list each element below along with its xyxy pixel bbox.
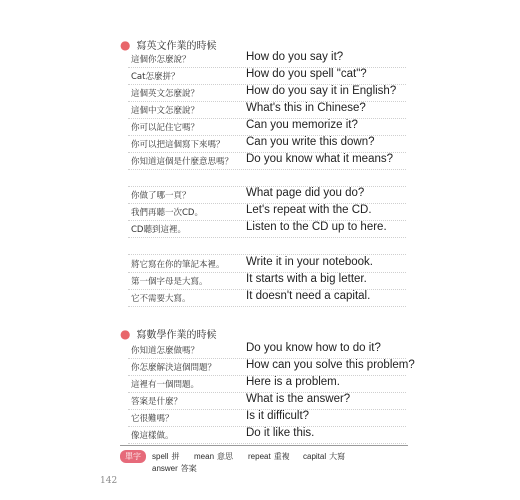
chinese-phrase: 這裡有一個問題。 [131,380,200,390]
bullet-icon: ● [120,37,131,52]
chinese-phrase: 我們再聽一次CD。 [131,208,203,218]
english-phrase: Here is a problem. [246,376,340,388]
phrase-row [128,426,406,444]
vocab-divider [120,445,408,446]
blank-row [128,169,406,187]
vocab-word: mean [194,452,215,461]
english-phrase: What is the answer? [246,393,351,405]
chinese-phrase: 這個英文怎麼說？ [131,89,200,99]
phrase-row [128,220,406,238]
phrase-row [128,358,415,376]
vocab-word: answer [152,464,178,473]
chinese-phrase: 你怎麼解決這個問題？ [131,363,217,373]
vocab-meaning: 大寫 [329,452,346,461]
chinese-phrase: 將它寫在你的筆記本裡。 [131,260,225,270]
vocab-item [152,451,179,462]
vocab-word: spell [152,452,169,461]
section-title-math [120,326,216,341]
vocab-item [248,451,290,462]
vocab-item [152,463,197,474]
vocab-meaning: 答案 [180,464,197,473]
vocab-word: capital [303,452,327,461]
chinese-phrase: CD聽到這裡。 [131,225,186,235]
chinese-phrase: Cat怎麼拼？ [131,72,180,82]
chinese-phrase: 它很難嗎？ [131,414,174,424]
vocab-word: repeat [248,452,271,461]
english-phrase: Do you know how to do it? [246,342,381,354]
vocab-item [194,451,233,462]
english-phrase: Let's repeat with the CD. [246,204,372,216]
section-title-text: 寫英文作業的時候 [136,41,217,52]
chinese-phrase: 你做了哪一頁？ [131,191,191,201]
phrase-row [128,101,406,119]
blank-row [128,237,406,255]
vocab-meaning: 拼 [171,452,180,461]
phrase-row [128,272,406,290]
phrase-row [128,255,406,273]
chinese-phrase: 像這樣做。 [131,431,174,441]
vocab-meaning: 意思 [217,452,234,461]
phrase-row [128,392,406,410]
english-phrase: How do you say it? [246,51,344,63]
phrase-row [128,50,406,68]
phrase-row [128,118,406,136]
english-phrase: How can you solve this problem? [246,359,415,371]
phrase-row [128,203,406,221]
english-phrase: It doesn't need a capital. [246,290,371,302]
phrase-row [128,152,406,170]
english-phrase: It starts with a big letter. [246,273,367,285]
page-number: 142 [100,476,118,486]
phrase-row [128,409,406,427]
phrase-row [128,375,406,393]
english-phrase: What page did you do? [246,187,365,199]
vocab-tag: 單字 [120,450,146,463]
chinese-phrase: 這個你怎麼說？ [131,55,191,65]
chinese-phrase: 你知道怎麼做嗎？ [131,346,200,356]
chinese-phrase: 你可以把這個寫下來嗎？ [131,140,225,150]
phrase-row [128,67,406,85]
chinese-phrase: 答案是什麼？ [131,397,183,407]
english-phrase: Is it difficult? [246,410,310,422]
vocab-meaning: 重複 [273,452,290,461]
phrase-row [128,341,406,359]
bullet-icon: ● [120,326,131,341]
chinese-phrase: 第一個字母是大寫。 [131,277,208,287]
english-phrase: How do you say it in English? [246,85,397,97]
phrase-row [128,135,406,153]
chinese-phrase: 你知道這個是什麼意思嗎？ [131,157,234,167]
english-phrase: What's this in Chinese? [246,102,366,114]
phrase-row [128,84,406,102]
phrase-row [128,289,406,307]
phrase-row [128,186,406,204]
english-phrase: Do you know what it means? [246,153,394,165]
chinese-phrase: 這個中文怎麼說？ [131,106,200,116]
vocab-item [303,451,345,462]
english-phrase: Can you memorize it? [246,119,358,131]
english-phrase: Listen to the CD up to here. [246,221,387,233]
english-phrase: Do it like this. [246,427,315,439]
english-phrase: Can you write this down? [246,136,375,148]
english-phrase: How do you spell "cat"? [246,68,367,80]
chinese-phrase: 它不需要大寫。 [131,294,191,304]
english-phrase: Write it in your notebook. [246,256,373,268]
chinese-phrase: 你可以記住它嗎？ [131,123,200,133]
section-title-text: 寫數學作業的時候 [136,330,217,341]
